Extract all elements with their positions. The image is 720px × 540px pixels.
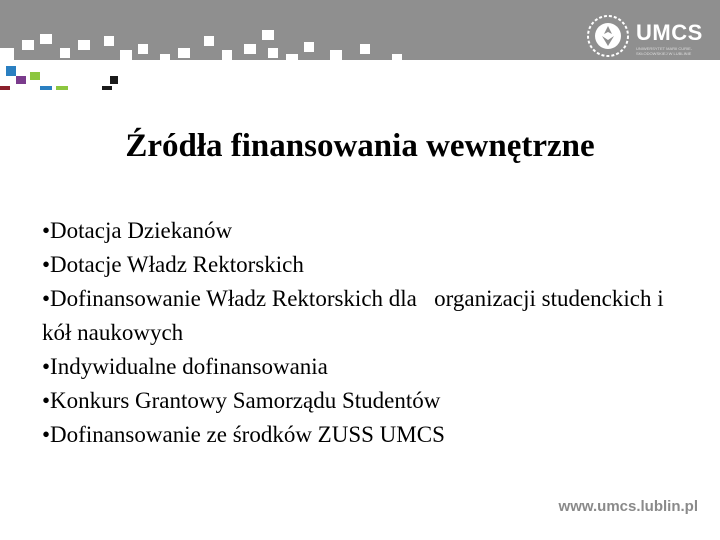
bullet-item: •Indywidualne dofinansowania <box>42 354 328 379</box>
bullet-item: •Konkurs Grantowy Samorządu Studentów <box>42 388 441 413</box>
bullet-list <box>42 214 682 452</box>
bullet-item: •Dofinansowanie ze środków ZUSS UMCS <box>42 422 445 447</box>
logo-subtitle: UNIWERSYTET MARII CURIE-SKŁODOWSKIEJ W LUBLINIE <box>636 46 693 56</box>
bullet-item: •Dotacja Dziekanów <box>42 218 233 243</box>
university-emblem-icon <box>586 14 630 58</box>
slide-title: Źródła finansowania wewnętrzne <box>125 128 595 164</box>
bullet-item: •Dotacje Władz Rektorskich <box>42 252 304 277</box>
umcs-logo[interactable] <box>586 14 706 60</box>
bullet-item: •Dofinansowanie Władz Rektorskich dla organizacji studenckich i kół naukowych <box>42 286 670 345</box>
footer-url[interactable]: www.umcs.lublin.pl <box>558 498 698 515</box>
logo-wordmark: UMCS <box>636 20 703 45</box>
header-banner <box>0 0 720 90</box>
